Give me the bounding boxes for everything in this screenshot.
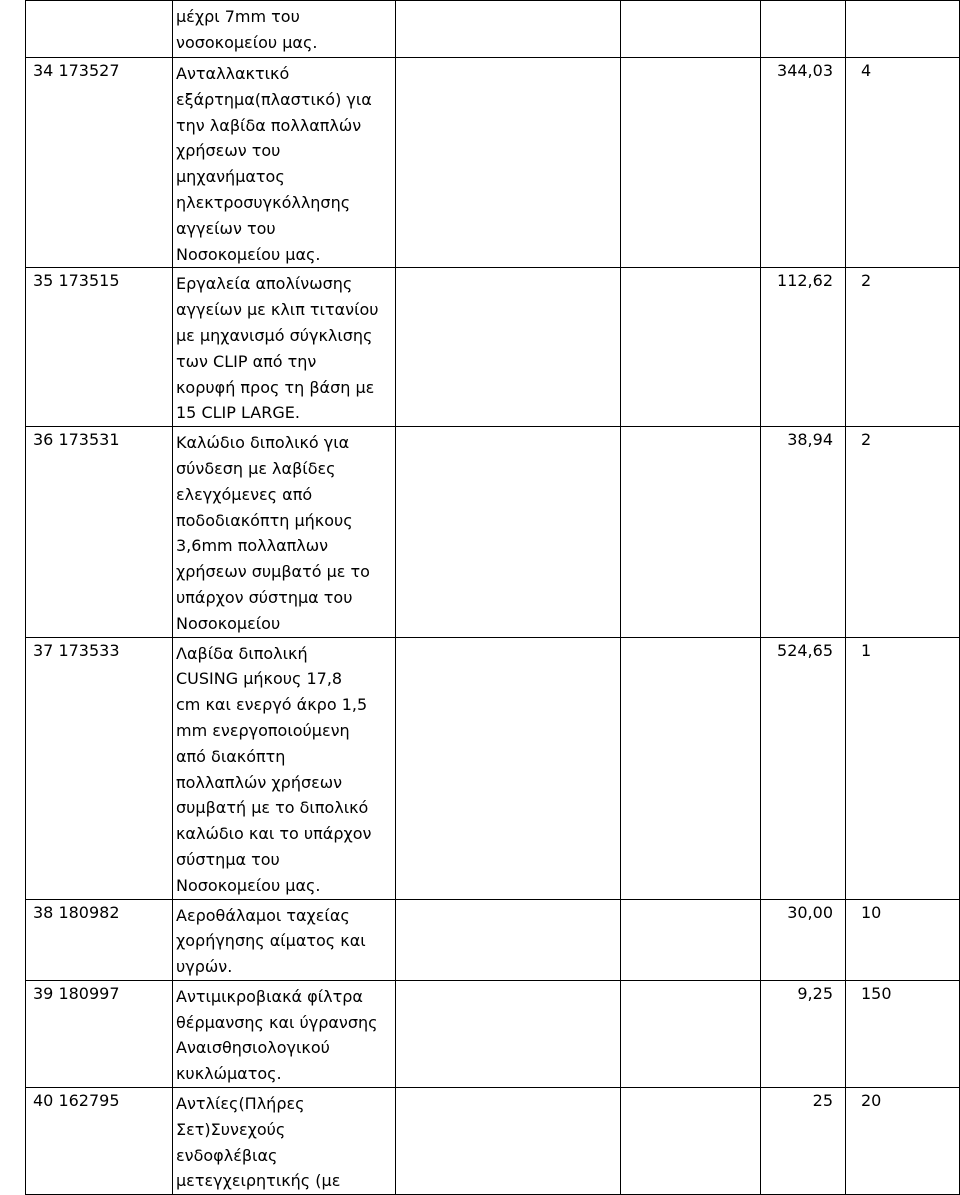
empty-cell — [621, 268, 761, 427]
description-cell: Αντλίες(Πλήρες Σετ)Συνεχούς ενδοφλέβιας μετεγχειρητικής (με — [173, 1088, 396, 1195]
empty-cell — [621, 427, 761, 637]
number-cell: 39 180997 — [26, 980, 173, 1087]
table-row — [26, 899, 960, 980]
empty-cell — [621, 980, 761, 1087]
qty-cell — [846, 1, 960, 58]
number-cell: 36 173531 — [26, 427, 173, 637]
table-row — [26, 980, 960, 1087]
table-row — [26, 637, 960, 899]
empty-cell — [396, 1088, 621, 1195]
price-cell: 524,65 — [761, 637, 846, 899]
description-cell: Καλώδιο διπολικό για σύνδεση με λαβίδες ελεγχόμενες από ποδοδιακόπτη μήκους 3,6mm πολλαπλων χρήσεων συμβατό με το υπάρχον σύστημα του Νοσοκομείου — [173, 427, 396, 637]
empty-cell — [621, 637, 761, 899]
number-cell — [26, 1, 173, 58]
empty-cell — [621, 1088, 761, 1195]
empty-cell — [396, 980, 621, 1087]
qty-cell: 2 — [846, 268, 960, 427]
description-cell: Ανταλλακτικό εξάρτημα(πλαστικό) για την λαβίδα πολλαπλών χρήσεων του μηχανήματος ηλεκτροσυγκόλλησης αγγείων του Νοσοκομείου μας. — [173, 58, 396, 268]
empty-cell — [396, 637, 621, 899]
table-row — [26, 1, 960, 58]
number-cell: 34 173527 — [26, 58, 173, 268]
empty-cell — [396, 427, 621, 637]
price-cell: 30,00 — [761, 899, 846, 980]
price-cell — [761, 1, 846, 58]
qty-cell: 2 — [846, 427, 960, 637]
price-cell: 38,94 — [761, 427, 846, 637]
price-cell: 9,25 — [761, 980, 846, 1087]
empty-cell — [621, 899, 761, 980]
empty-cell — [621, 58, 761, 268]
table-row — [26, 427, 960, 637]
empty-cell — [396, 899, 621, 980]
empty-cell — [396, 268, 621, 427]
empty-cell — [621, 1, 761, 58]
number-cell: 38 180982 — [26, 899, 173, 980]
empty-cell — [396, 58, 621, 268]
qty-cell: 20 — [846, 1088, 960, 1195]
table-row — [26, 268, 960, 427]
price-cell: 25 — [761, 1088, 846, 1195]
qty-cell: 4 — [846, 58, 960, 268]
empty-cell — [396, 1, 621, 58]
qty-cell: 10 — [846, 899, 960, 980]
number-cell: 40 162795 — [26, 1088, 173, 1195]
description-cell: Αντιμικροβιακά φίλτρα θέρμανσης και ύγρανσης Αναισθησιολογικού κυκλώματος. — [173, 980, 396, 1087]
price-cell: 112,62 — [761, 268, 846, 427]
table-row — [26, 58, 960, 268]
description-cell: Λαβίδα διπολική CUSING μήκους 17,8 cm και ενεργό άκρο 1,5 mm ενεργοποιούμενη από διακόπτη πολλαπλών χρήσεων συμβατή με το διπολικό καλώδιο και το υπάρχον σύστημα του Νοσοκομείου μας. — [173, 637, 396, 899]
number-cell: 37 173533 — [26, 637, 173, 899]
description-cell: Εργαλεία απολίνωσης αγγείων με κλιπ τιτανίου με μηχανισμό σύγκλισης των CLIP από την κορυφή προς τη βάση με 15 CLIP LARGE. — [173, 268, 396, 427]
description-cell: μέχρι 7mm του νοσοκομείου μας. — [173, 1, 396, 58]
number-cell: 35 173515 — [26, 268, 173, 427]
price-cell: 344,03 — [761, 58, 846, 268]
qty-cell: 150 — [846, 980, 960, 1087]
description-cell: Αεροθάλαμοι ταχείας χορήγησης αίματος και υγρών. — [173, 899, 396, 980]
qty-cell: 1 — [846, 637, 960, 899]
table-row — [26, 1088, 960, 1195]
items-table — [25, 0, 960, 1195]
